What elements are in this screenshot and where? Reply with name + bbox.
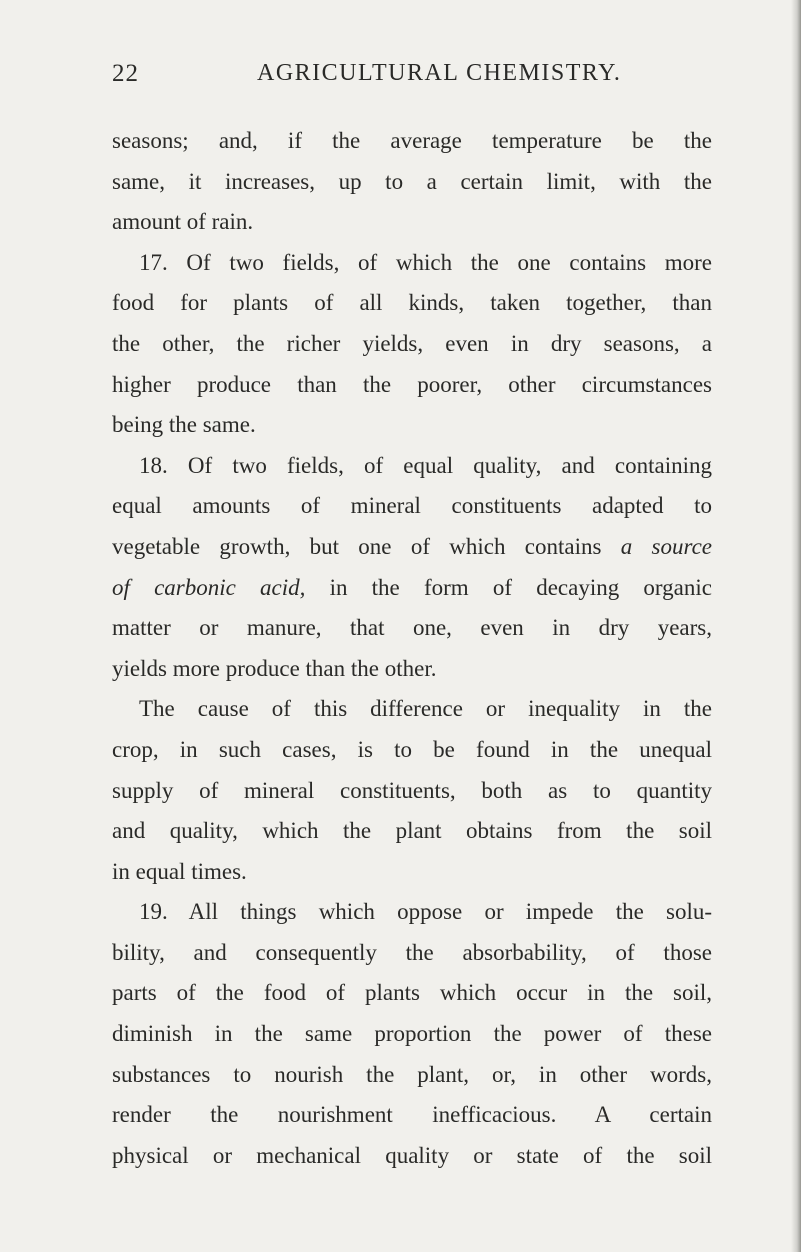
text-line: physical or mechanical quality or state of the soil: [112, 1142, 712, 1168]
text-line: bility, and consequently the absorbability, of those: [112, 939, 712, 965]
text-line: food for plants of all kinds, taken together, than: [112, 290, 712, 316]
text-line: amount of rain.: [112, 209, 254, 235]
text-line: [112, 568, 712, 609]
paragraph-17-start: 17. Of two fields, of which the one contains more: [139, 249, 712, 275]
text-line: and quality, which the plant obtains from the soil: [112, 818, 712, 844]
text-line: higher produce than the poorer, other circumstances: [112, 371, 712, 397]
paragraph-19-start: 19. All things which oppose or impede the solu-: [139, 899, 712, 925]
line-text: in the form of decaying organic: [305, 574, 712, 600]
text-line: equal amounts of mineral constituents adapted to: [112, 493, 712, 519]
paragraph-cause-start: The cause of this difference or inequality in the: [139, 696, 712, 722]
text-line: matter or manure, that one, even in dry years,: [112, 615, 712, 641]
text-line: yields more produce than the other.: [112, 655, 437, 681]
text-line: seasons; and, if the average temperature be the: [112, 128, 712, 153]
running-title: AGRICULTURAL CHEMISTRY.: [257, 60, 622, 86]
text-line: substances to nourish the plant, or, in other words,: [112, 1061, 712, 1087]
text-line: crop, in such cases, is to be found in the unequal: [112, 736, 712, 762]
text-line: same, it increases, up to a certain limit, with the: [112, 168, 712, 194]
text-line: diminish in the same proportion the power of these: [112, 1021, 712, 1047]
page-number: 22: [112, 60, 139, 87]
line-text: vegetable growth, but one of which contains: [112, 533, 621, 559]
running-head: [0, 60, 801, 100]
text-line: being the same.: [112, 412, 256, 438]
text-line: [112, 527, 712, 568]
text-line: parts of the food of plants which occur in the soil,: [112, 980, 712, 1006]
page-edge-shadow: [791, 0, 801, 1252]
text-line: supply of mineral constituents, both as to quantity: [112, 777, 712, 803]
paragraph-18-start: 18. Of two fields, of equal quality, and containing: [139, 452, 712, 478]
text-line: the other, the richer yields, even in dry seasons, a: [112, 330, 712, 356]
text-line: in equal times.: [112, 858, 247, 884]
italic-phrase: of carbonic acid,: [112, 574, 306, 600]
italic-phrase: a source: [620, 533, 712, 559]
text-line: render the nourishment inefficacious. A certain: [112, 1102, 712, 1128]
body-text: [112, 121, 712, 1176]
